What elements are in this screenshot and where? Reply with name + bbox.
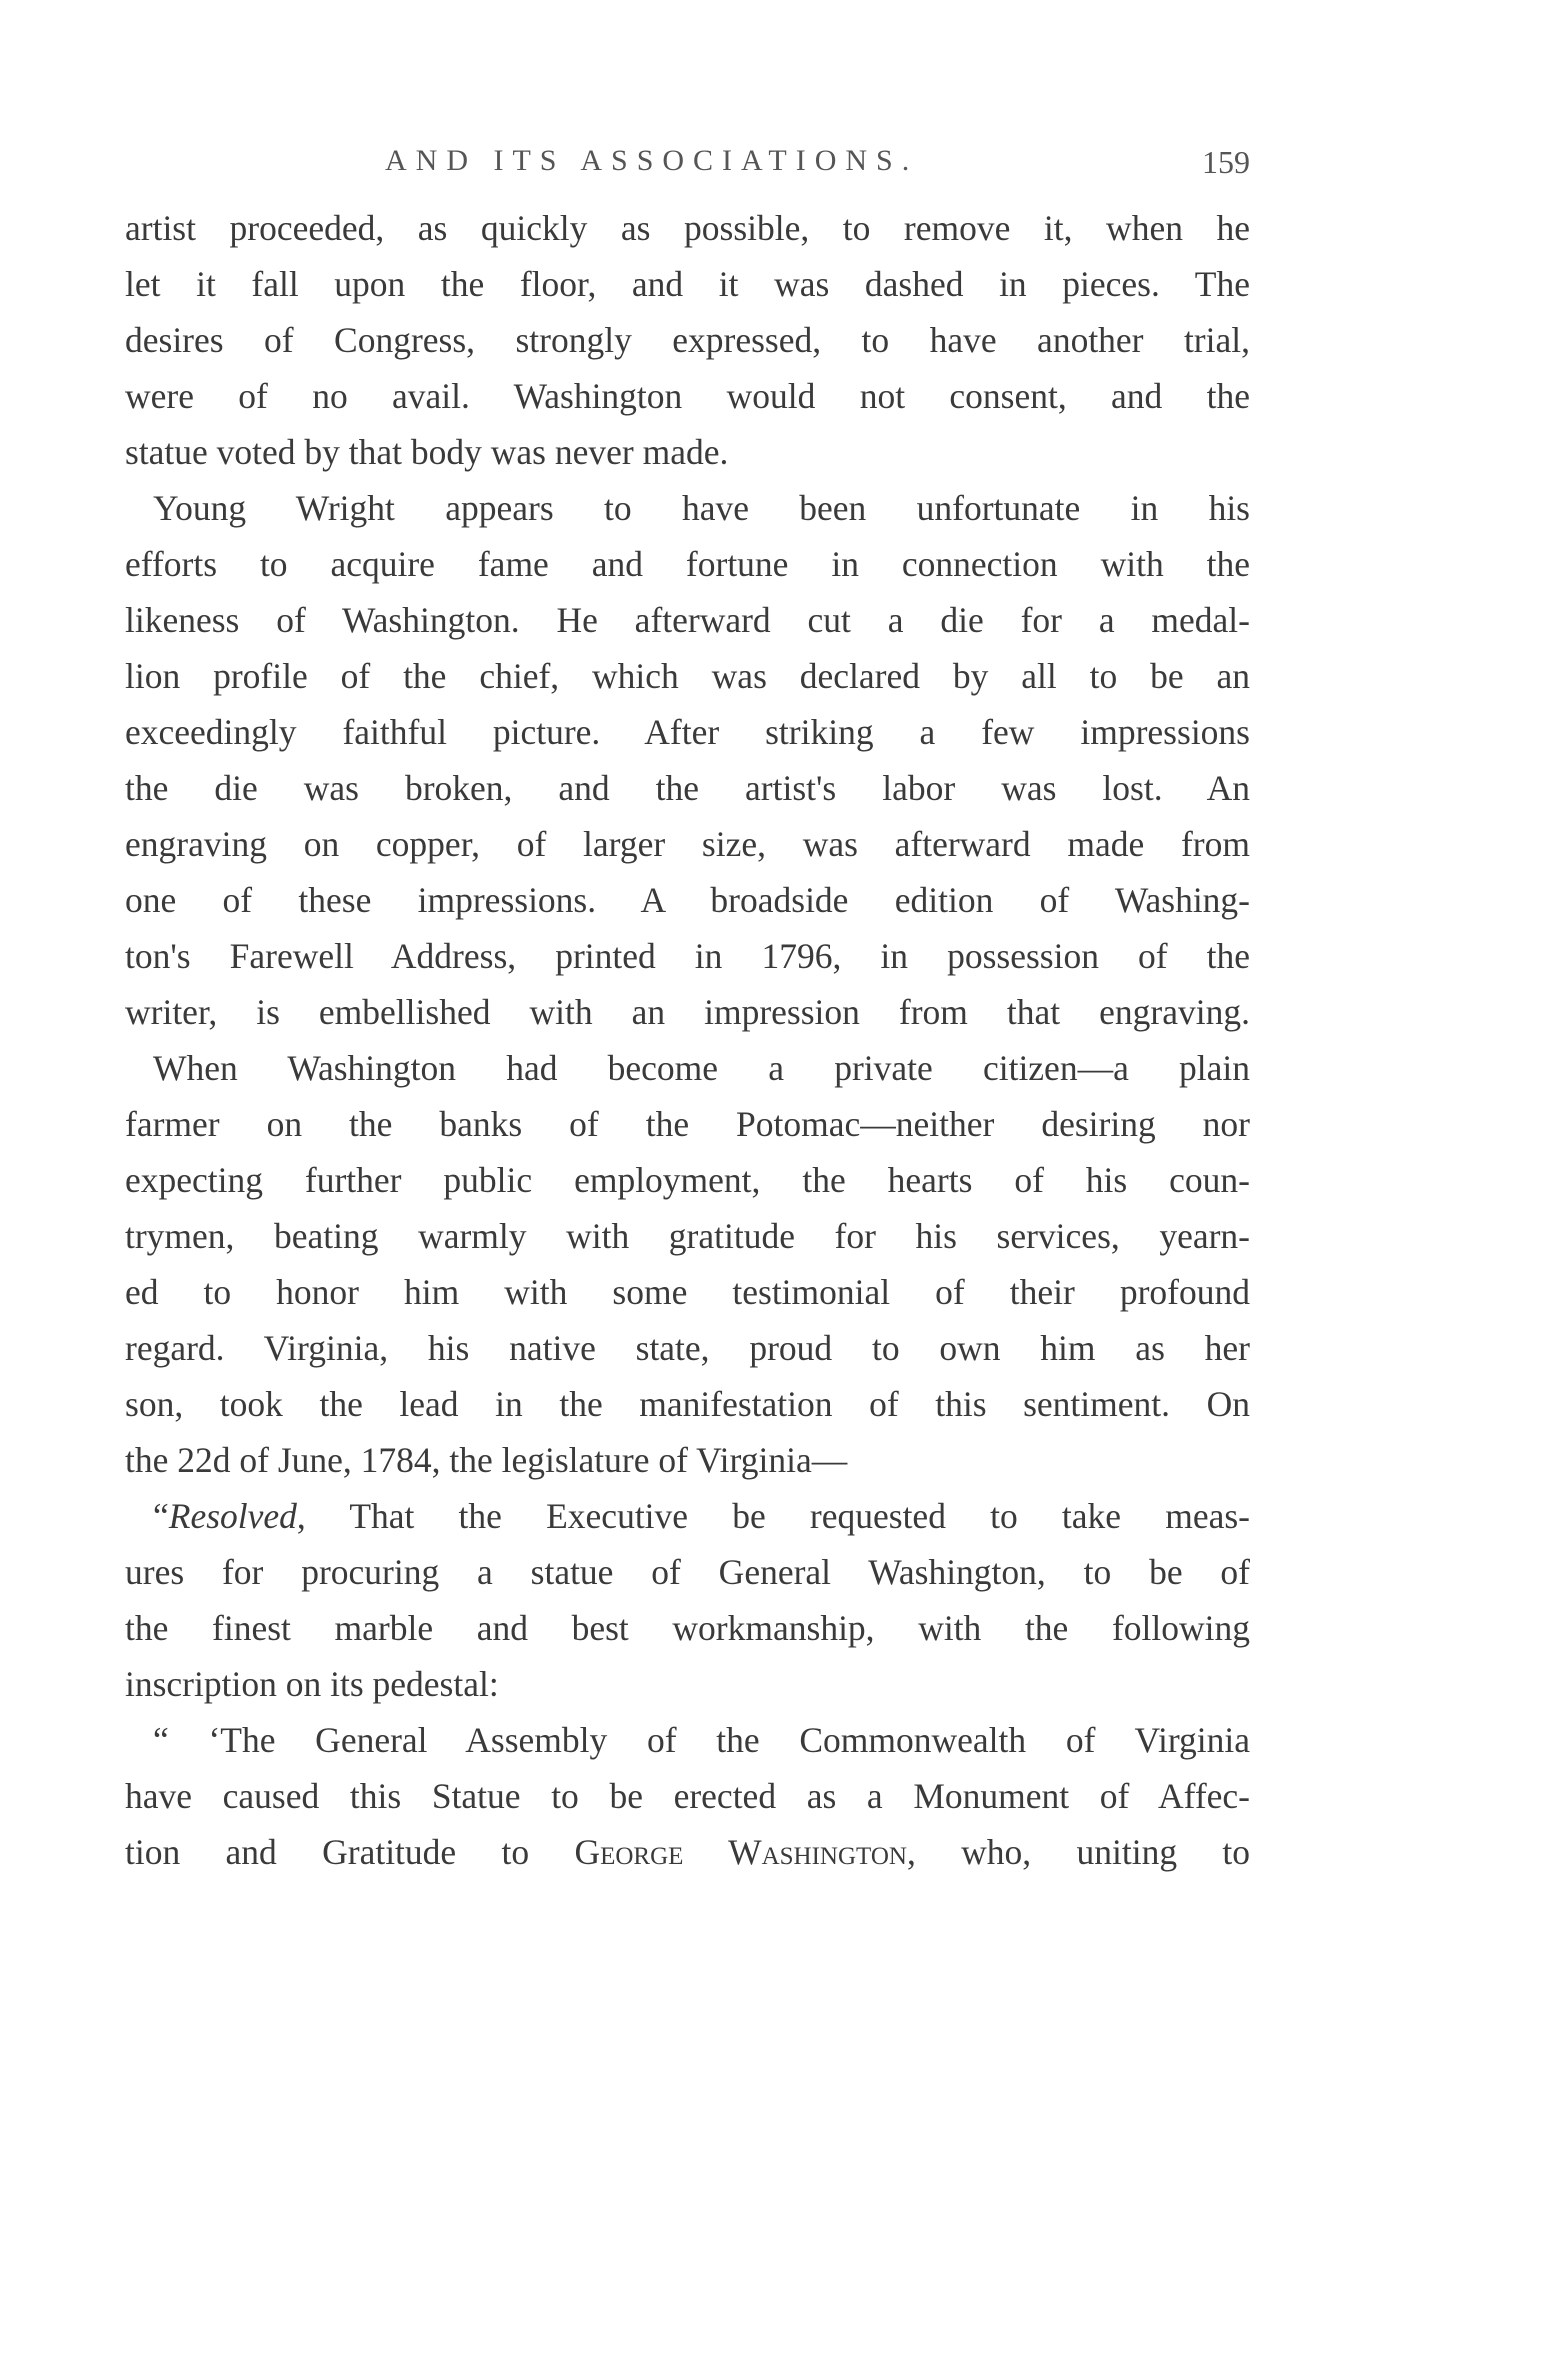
text-line: the 22d of June, 1784, the legislature of Virginia— xyxy=(125,1440,848,1480)
italic-text: Resolved xyxy=(168,1496,297,1536)
text-line: the die was broken, and the artist's labor was lost. An xyxy=(125,768,1250,808)
text-segment: “ xyxy=(153,1496,169,1536)
text-line: lion profile of the chief, which was declared by all to be an xyxy=(125,656,1250,696)
text-line: ed to honor him with some testimonial of their profound xyxy=(125,1272,1250,1312)
text-line: ures for procuring a statue of General Washington, to be of xyxy=(125,1552,1250,1592)
text-line xyxy=(125,1488,1250,1544)
text-segment: , That the Executive be requested to take meas- xyxy=(296,1496,1250,1536)
text-line: expecting further public employment, the hearts of his coun- xyxy=(125,1160,1250,1200)
text-line: one of these impressions. A broadside edition of Washing- xyxy=(125,880,1250,920)
text-line: statue voted by that body was never made. xyxy=(125,432,729,472)
text-line: likeness of Washington. He afterward cut a die for a medal- xyxy=(125,600,1250,640)
body-text xyxy=(125,200,1250,1880)
text-line: son, took the lead in the manifestation of this sentiment. On xyxy=(125,1384,1250,1424)
text-line xyxy=(125,1824,1250,1880)
text-line: engraving on copper, of larger size, was afterward made from xyxy=(125,824,1250,864)
text-line: desires of Congress, strongly expressed, to have another trial, xyxy=(125,320,1250,360)
text-line: “ ‘The General Assembly of the Commonwealth of Virginia xyxy=(153,1720,1250,1760)
running-head-title: AND ITS ASSOCIATIONS. xyxy=(385,144,919,177)
text-line: farmer on the banks of the Potomac—neither desiring nor xyxy=(125,1104,1250,1144)
text-line: writer, is embellished with an impression from that engraving. xyxy=(125,992,1250,1032)
text-line: let it fall upon the floor, and it was dashed in pieces. The xyxy=(125,264,1250,304)
text-line: have caused this Statue to be erected as a Monument of Affec- xyxy=(125,1776,1250,1816)
text-line: trymen, beating warmly with gratitude for his services, yearn- xyxy=(125,1216,1250,1256)
text-line: artist proceeded, as quickly as possible, to remove it, when he xyxy=(125,208,1250,248)
running-head xyxy=(125,144,1250,194)
text-segment: , who, uniting to xyxy=(906,1832,1250,1872)
text-segment: tion and Gratitude to xyxy=(125,1832,575,1872)
page-number: 159 xyxy=(1202,144,1250,180)
text-line: inscription on its pedestal: xyxy=(125,1664,499,1704)
small-caps-text: George Washington xyxy=(574,1832,907,1872)
text-line: regard. Virginia, his native state, proud to own him as her xyxy=(125,1328,1250,1368)
text-line: the finest marble and best workmanship, with the following xyxy=(125,1608,1250,1648)
text-line: were of no avail. Washington would not consent, and the xyxy=(125,376,1250,416)
text-line: When Washington had become a private citizen—a plain xyxy=(153,1048,1250,1088)
text-line: Young Wright appears to have been unfortunate in his xyxy=(153,488,1250,528)
text-line: efforts to acquire fame and fortune in connection with the xyxy=(125,544,1250,584)
text-line: ton's Farewell Address, printed in 1796, in possession of the xyxy=(125,936,1250,976)
text-line: exceedingly faithful picture. After striking a few impressions xyxy=(125,712,1250,752)
